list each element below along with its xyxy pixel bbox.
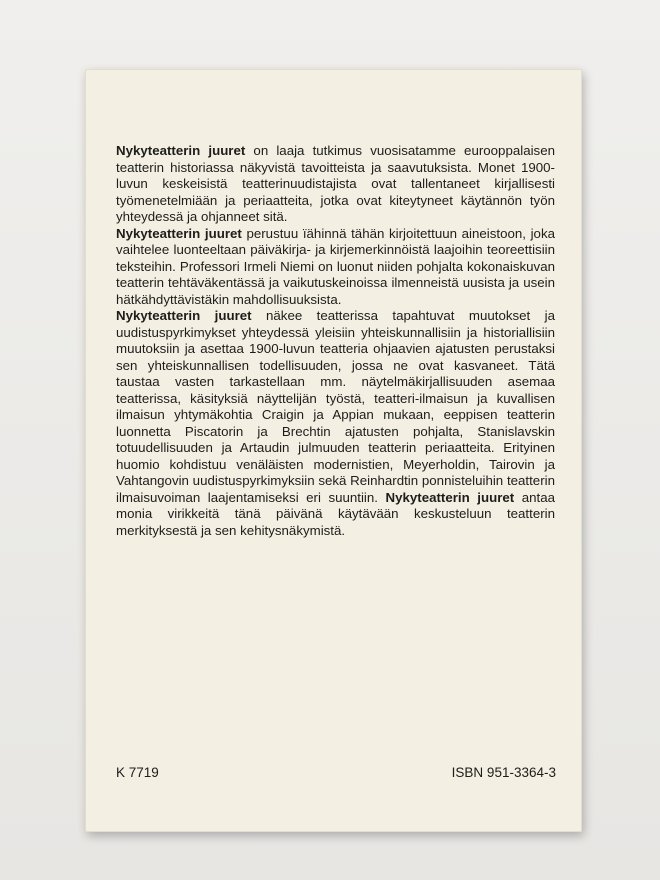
paragraph-text: näkee teatterissa tapahtuvat muutokset ja uudistuspyrkimykset yhteydessä yleisiin yhteiskunnallisiin ja historiallisiin muutoksiin ja asettaa 1900-luvun teatteria ohjaavien ajatusten perustaksi sen yhteiskunnallisen todellisuuden, jossa ne ovat kasvaneet. Tätä taustaa vasten tarkastellaan mm. näytelmäkirjallisuuden asemaa teatterissa, käsityksiä näyttelijän työstä, teatteri-ilmaisun ja kuvallisen ilmaisun yhtymäkohtia Craigin ja Appian mukaan, eeppisen teatterin luonnetta Piscatorin ja Brechtin ajatusten pohjalta, Stanislavskin totuudellisuuden ja Artaudin julmuuden teatterin periaatteita. Erityinen huomio kohdistuu venäläisten modernistien, Meyerholdin, Tairovin ja Vahtangovin uudistuspyrkimyksiin sekä Reinhardtin ponnisteluihin teatterin ilmaisuvoiman laajentamiseksi eri suuntiin. (116, 308, 555, 505)
book-title-bold: Nykyteatterin juuret (385, 489, 515, 505)
product-code: K 7719 (116, 765, 159, 780)
paragraph-text: perustuu ïähinnä tähän kirjoitettuun aineistoon, joka vaihtelee luonteeltaan päiväkirja- ja kirjemerkinnöistä laajoihin teoreettisiin teksteihin. Professori Irmeli Niemi on luonut niiden pohjalta kokonaiskuvan teatterin tehtäväkentässä ja vaikutuskeinoissa ilmenneistä uusista ja usein hätkähdyttävistäkin mahdollisuuksista. (116, 225, 555, 307)
book-title-bold: Nykyteatterin juuret (116, 143, 246, 158)
book-title-bold: Nykyteatterin juuret (116, 308, 252, 323)
book-title-bold: Nykyteatterin juuret (116, 225, 242, 241)
blurb-paragraph-3 (116, 308, 555, 539)
blurb-paragraph-1 (116, 143, 555, 226)
blurb-paragraph-2 (116, 226, 555, 309)
paragraph-text: on laaja tutkimus vuosisatamme eurooppalaisen teatterin historiassa näkyvistä tavoitteista ja saavutuksista. Monet 1900-luvun keskeisistä teatterinuudistajista ovat tallentaneet kirjallisesti työmenetelmiään ja periaatteita, jotka ovat kiteytyneet käytännön työn yhteydessä ja ohjanneet sitä. (116, 143, 555, 224)
paragraph-text: antaa monia virikkeitä tänä päivänä käytävään keskusteluun teatterin merkityksestä ja sen kehitysnäkymistä. (116, 489, 555, 538)
back-cover-blurb (116, 143, 555, 539)
isbn-number: ISBN 951-3364-3 (451, 765, 556, 780)
